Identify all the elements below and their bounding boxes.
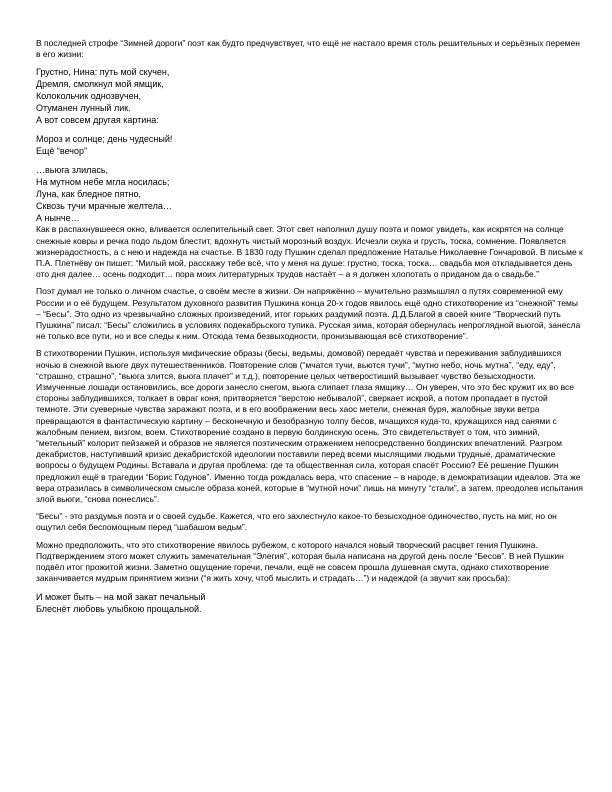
verse-stanza-1	[36, 66, 584, 126]
line: И может быть – на мой закат печальный	[36, 591, 206, 602]
closing-verse	[36, 591, 584, 615]
line: Ещё “вечор”	[36, 146, 87, 157]
line: Луна, как бледное пятно,	[36, 189, 141, 200]
line: На мутном небе мгла носилась;	[36, 177, 170, 188]
line: Отуманен лунный лик.	[36, 103, 131, 114]
line: А нынче…	[36, 213, 80, 224]
paragraph-loneliness: “Бесы” - это раздумья поэта и о своей судьбе. Кажется, что его захлестнуло какое-то безысходное одиночество, пусть на миг, но он ощутил себя беспомощным перед “шабашом ведьм”.	[36, 511, 557, 533]
line: Колокольчик однозвучен,	[36, 91, 142, 102]
paragraph-besy-intro: Поэт думал не только о личном счастье, о своём месте в жизни. Он напряжённо – мучительно размышлял о путях современной ему России и о её будущем. Результатом духовного развития Пушкина конца 20-х годов явилось ещё одно стихотворение из “снежной” темы – “Бесы”. Это одно из чрезвычайно сложных произведений, итог горьких раздумий поэта. Д.Д.Благой в своей книге “Творческий путь Пушкина” писал: “Бесы” сложились в условиях подекабрьского тупика. Русская зима, которая обернулась непроглядной вьюгой, занесла не только все пути, но и все следы к ним. Отсюда тема безвыходности, пронизывающая всё стихотворение”.	[36, 286, 581, 342]
verse-stanza-3	[36, 164, 584, 224]
paragraph-proposal: Как в распахнувшееся окно, вливается ослепительный свет. Этот свет наполнил душу поэта и помог увидеть, как искрятся на солнце снежные ковры и речка подо льдом блестит, вдохнуть чистый морозный воздух. Исчезли скука и грусть, тоска, сомнение. Появляется жизнерадостность, а с нею и надежда на счастье. В 1830 году Пушкин сделал предложение Наталье Николаевне Гончаровой. В письме к П.А. Плетнёву он пишет: “Милый мой, расскажу тебе всё, что у меня на душе: грустно, тоска, тоска… свадьба моя откладывается день ото дня далее… осень подходит… пора моих литературных трудов настаёт – а я должен хлопотать о приданом да о свадьбе.”	[36, 224, 583, 280]
document-page	[36, 38, 584, 615]
line: Блеснёт любовь улыбкою прощальной.	[36, 603, 202, 614]
line: …вьюга злилась,	[36, 165, 109, 176]
line: А вот совсем другая картина:	[36, 115, 159, 126]
line: Грустно, Нина: путь мой скучен,	[36, 67, 170, 78]
paragraph-besy-analysis: В стихотворении Пушкин, используя мифические образы (бесы, ведьмы, домовой) передаёт чувства и переживания заблудившихся ночью в снежной вьюге двух путешественников. Повторение слов (“мчатся тучи, вьются тучи”, “мутно небо, ночь мутна”, “еду, еду”, “страшно, страшно”, “вьюга злится, вьюга плачет” и т.д.), повторение целых четверостиший вызывает чувство безысходности. Измученные лошади остановились, все дороги занесло снегом, вьюга слипает глаза ямщику… Он уверен, что это бес кружит их во все стороны заблудившихся, толкает в овраг коня, притворяется “верстою небывалой”, сверкает искрой, а потом пропадает в пустой темноте. Эти суеверные чувства заражают поэта, и в его воображении весь хаос метели, снежная буря, жалобные звуки ветра превращаются в фантастическую картину – бесконечную и безобразную толпу бесов, мчащихся куда-то, кружащихся над санями с жалобным пением, визгом, воем. Стихотворение создано в первую болдинскую осень. Это свидетельствует о том, что зимний, “метельный” колорит пейзажей и образов не является поэтическим отражением непосредственно болдинских впечатлений. Разгром декабристов, наступивший кризис декабристской идеологии поставили перед всеми мыслящими людьми трудные, драматические вопросы о будущем Родины. Вставала и другая проблема: где та общественная сила, которая спасёт Россию? Её решение Пушкин предложил ещё в трагедии “Борис Годунов”. Именно тогда рождалась вера, что спасение – в народе, в демократизации идеалов. Эта же вера отразилась в символическом смысле образа коней, которые в “мутной ночи” лишь на минуту “стали”, а затем, преодолев испытания злой вьюги, “снова понеслись”.	[36, 348, 583, 505]
verse-stanza-2	[36, 133, 584, 157]
line: Дремля, смолкнул мой ямщик,	[36, 79, 164, 90]
paragraph-elegy: Можно предположить, что это стихотворение явилось рубежом, с которого начался новый творческий расцвет гения Пушкина. Подтверждением этого может служить замечательная “Элегия”, которая была написана на другой день после “Бесов”. В ней Пушкин подвёл итог прожитой жизни. Заметно ощущение горечи, печали, ещё не совсем прошла душевная смута, однако стихотворение заканчивается мудрым принятием жизни (“я жить хочу, чтоб мыслить и страдать…”) и надеждой (а звучит как просьба):	[36, 539, 564, 584]
line: Мороз и солнце; день чудесный!	[36, 134, 173, 145]
line: Сквозь тучи мрачные желтела…	[36, 201, 172, 212]
intro-paragraph: В последней строфе “Зимней дороги” поэт как будто предчувствует, что ещё не настало время столь решительных и серьёзных перемен в его жизни:	[36, 38, 580, 60]
